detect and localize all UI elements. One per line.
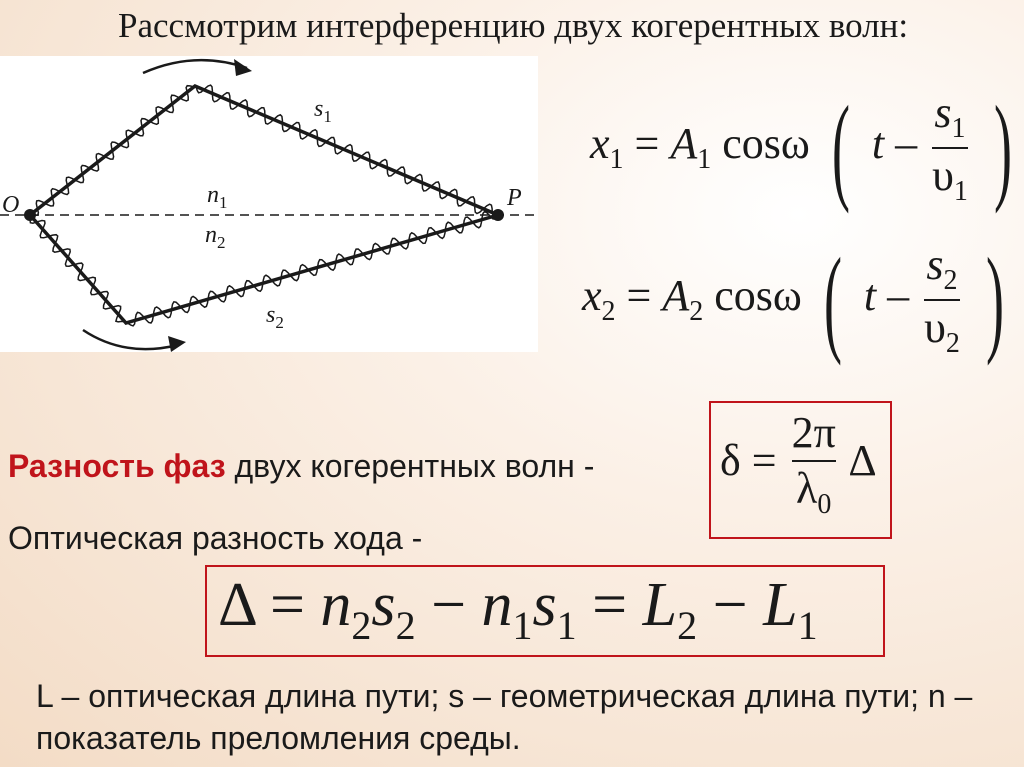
arrow-top-curve	[143, 60, 247, 73]
definitions-note: L – оптическая длина пути; s – геометрическая длина пути; n – показатель преломления среды.	[36, 678, 973, 756]
point-p-dot	[492, 209, 504, 221]
optical-path-difference-label: Оптическая разность хода -	[8, 520, 423, 556]
medium1-label: $n_1$	[207, 182, 228, 212]
wave-equation-2: $x_2 = A_2$ cosω ( t – $\frac{s_2}{\upsilon_2}$ )	[582, 233, 1004, 366]
optical-path-difference-formula: $\Delta = n_2s_2 - n_1s_1 = L_2 - L_1$	[218, 571, 818, 648]
point-o-dot	[24, 209, 36, 221]
interference-diagram	[0, 56, 538, 352]
phase-difference-term: Разность фаз	[8, 448, 226, 484]
fraction-s1-v1: $\frac{s_1}{\upsilon_1}$	[932, 87, 968, 207]
path2-label: $s_2$	[266, 302, 284, 332]
phase-difference-label: Разность фаз двух когерентных волн -	[8, 448, 595, 484]
wave-equation-1: $x_1 = A_1$ cosω ( t – $\frac{s_1}{\upsilon_1}$ )	[590, 81, 1012, 214]
phase-difference-formula: δ = $\frac{2\pi}{\lambda_0}$ Δ	[720, 408, 877, 521]
fraction-s2-v2: $\frac{s_2}{\upsilon_2}$	[924, 239, 960, 359]
slide-title: Рассмотрим интерференцию двух когерентных волн:	[118, 6, 909, 45]
point-o-label: O	[2, 192, 20, 218]
ray-path-1	[30, 86, 498, 215]
arrow-top-head	[234, 59, 252, 76]
arrow-bottom-curve	[83, 330, 178, 349]
medium2-label: $n_2$	[205, 222, 226, 252]
fraction-2pi-lambda0: $\frac{2\pi}{\lambda_0}$	[791, 408, 836, 521]
wave-on-path-2	[30, 212, 498, 326]
path1-label: $s_1$	[314, 96, 332, 126]
arrow-bottom-head	[168, 336, 186, 352]
wave-on-path-1	[30, 85, 498, 216]
point-p-label: P	[507, 185, 522, 211]
